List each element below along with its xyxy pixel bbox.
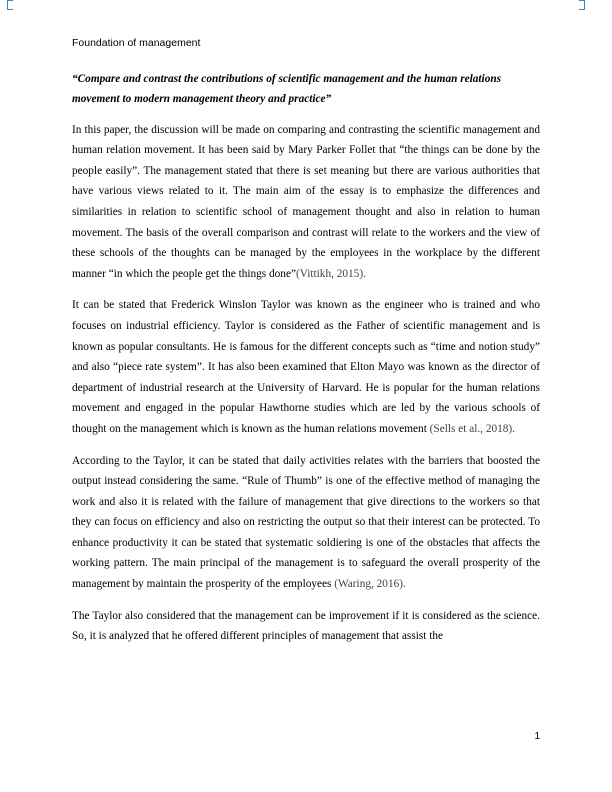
paragraph-text: The Taylor also considered that the management can be improvement if it is considered as the science. So, it is analyzed that he offered different principles of management that assist the: [72, 609, 540, 643]
document-body: [72, 69, 540, 658]
paragraph-text: It can be stated that Frederick Winslon Taylor was known as the engineer who is trained and who focuses on industrial efficiency. Taylor is considered as the Father of scientific management and is known as popular consultants. He is famous for the different concepts such as “time and notion study” and also “piece rate system”. It has also been examined that Elton Mayo was known as the director of department of industrial research at the University of Harvard. He is popular for the human relations movement and engaged in the popular Hawthorne studies which are led by the various schools of thought on the management which is known as the human relations movement: [72, 299, 540, 435]
crop-mark-right-icon: [579, 0, 585, 10]
paragraph-1: [72, 120, 540, 285]
running-header: Foundation of management: [72, 37, 201, 49]
citation: (Vittikh, 2015).: [296, 267, 366, 280]
document-title: “Compare and contrast the contributions of scientific management and the human relations movement to modern management theory and practice”: [72, 73, 502, 106]
page-number: 1: [534, 731, 540, 742]
crop-mark-left-icon: [7, 0, 13, 10]
paragraph-text: In this paper, the discussion will be made on comparing and contrasting the scientific management and human relation movement. It has been said by Mary Parker Follet that “the things can be done by the people easily”. The management stated that there is set meaning but there are various authorities that have various views related to it. The main aim of the essay is to emphasize the differences and similarities in relation to scientific school of management thought and also in relation to human movement. The basis of the overall comparison and contrast will relate to the workers and the view of these schools of the thoughts can be managed by the employees in the workplace by the different manner “in which the people get the things done”: [72, 123, 540, 280]
paragraph-3: [72, 451, 540, 595]
paragraph-text: According to the Taylor, it can be stated that daily activities relates with the barriers that boosted the output instead considering the same. “Rule of Thumb” is one of the effective method of managing the work and also it is related with the failure of management that give directions to the workers so that they can focus on efficiency and also on restricting the output so that their interest can be protected. To enhance productivity it can be stated that systematic soldiering is one of the obstacles that affects the working pattern. The main principal of the management is to safeguard the overall prosperity of the management by maintain the prosperity of the employees: [72, 454, 540, 591]
paragraph-2: [72, 295, 540, 439]
citation: (Waring, 2016).: [334, 578, 406, 591]
paragraph-4: [72, 606, 540, 647]
citation: (Sells et al., 2018).: [429, 422, 516, 435]
